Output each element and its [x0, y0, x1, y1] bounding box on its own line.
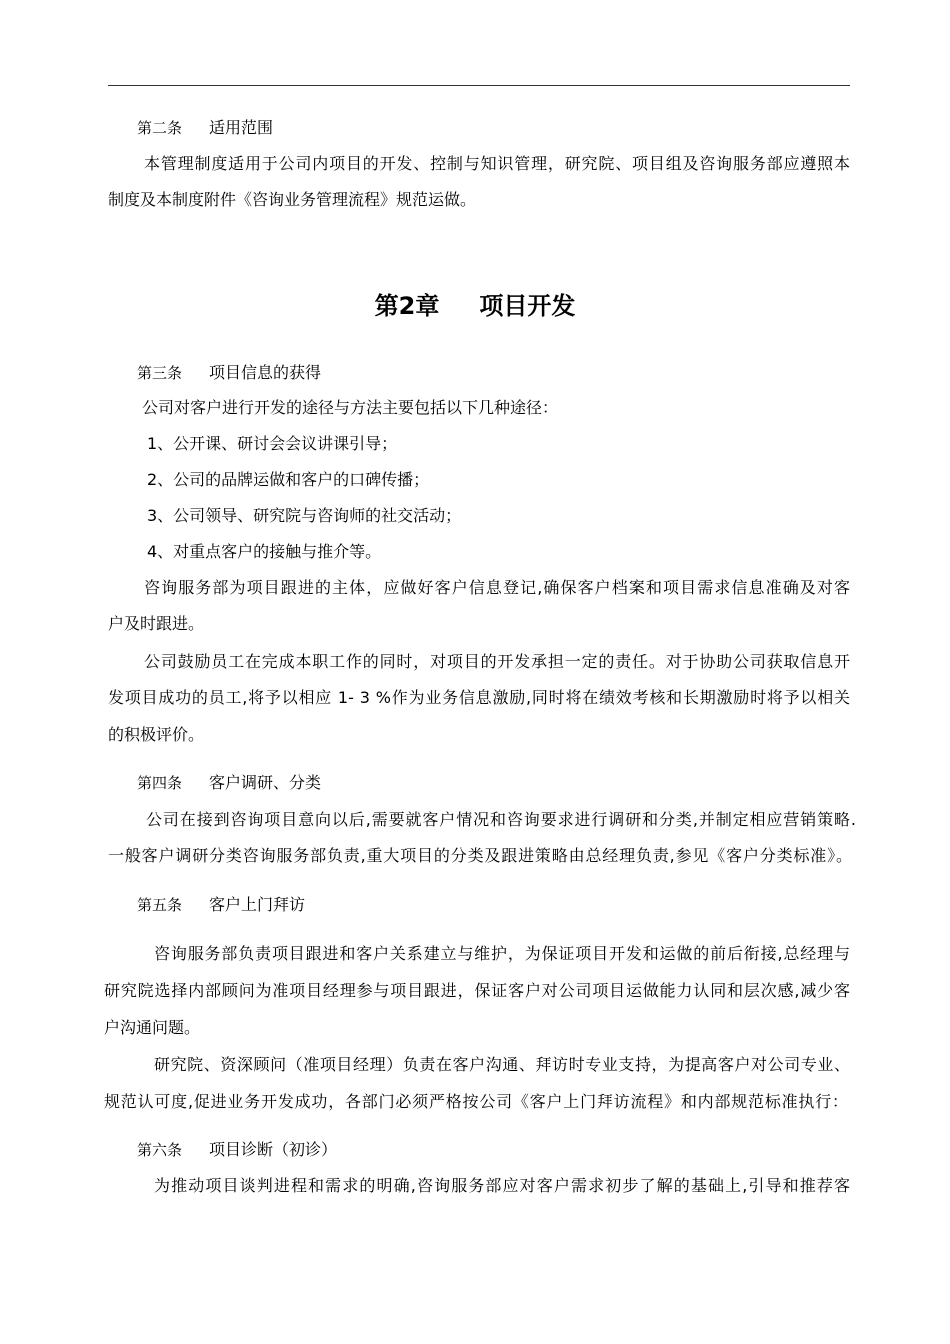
header-rule — [108, 85, 850, 86]
article-title: 客户调研、分类 — [209, 773, 322, 792]
article-number: 第五条 — [137, 896, 183, 914]
paragraph-line: 咨询服务部负责项目跟进和客户关系建立与维护，为保证项目开发和运做的前后衔接,总经理与 — [154, 944, 850, 963]
chapter-heading — [0, 290, 950, 322]
paragraph-line: 户沟通问题。 — [104, 1018, 201, 1037]
article-number: 第三条 — [137, 364, 183, 382]
article-5-heading — [137, 895, 305, 915]
paragraph-line: 的积极评价。 — [108, 725, 205, 744]
list-item: 2、公司的品牌运做和客户的口碑传播； — [147, 470, 430, 489]
paragraph-line: 为推动项目谈判进程和需求的明确,咨询服务部应对客户需求初步了解的基础上,引导和推荐客 — [154, 1176, 850, 1195]
paragraph-line: 制度及本制度附件《咨询业务管理流程》规范运做。 — [108, 190, 477, 209]
paragraph-line: 本管理制度适用于公司内项目的开发、控制与知识管理，研究院、项目组及咨询服务部应遵照本 — [144, 154, 850, 173]
article-title: 项目诊断（初诊） — [209, 1140, 338, 1159]
article-6-heading — [137, 1140, 337, 1160]
paragraph-line: 规范认可度,促进业务开发成功，各部门必须严格按公司《客户上门拜访流程》和内部规范标准执行： — [104, 1092, 848, 1111]
article-title: 客户上门拜访 — [209, 895, 306, 914]
list-item: 1、公开课、研讨会会议讲课引导； — [147, 434, 398, 453]
article-3-heading — [137, 363, 321, 383]
paragraph-line: 咨询服务部为项目跟进的主体，应做好客户信息登记,确保客户档案和项目需求信息准确及对客 — [144, 578, 850, 597]
paragraph-line: 公司对客户进行开发的途径与方法主要包括以下几种途径： — [142, 398, 559, 417]
chapter-number: 第2章 — [374, 292, 440, 320]
article-2-heading — [137, 118, 273, 138]
paragraph-line: 公司鼓励员工在完成本职工作的同时，对项目的开发承担一定的责任。对于协助公司获取信息开 — [144, 652, 850, 671]
list-item: 3、公司领导、研究院与咨询师的社交活动； — [147, 506, 462, 525]
paragraph-line: 发项目成功的员工,将予以相应 1- 3 %作为业务信息激励,同时将在绩效考核和长期激励时将予以相关 — [108, 688, 850, 707]
paragraph-line: 一般客户调研分类咨询服务部负责,重大项目的分类及跟进策略由总经理负责,参见《客户分类标准》。 — [108, 846, 852, 865]
article-title: 项目信息的获得 — [209, 363, 322, 382]
article-4-heading — [137, 773, 321, 793]
paragraph-line: 研究院选择内部顾问为准项目经理参与项目跟进，保证客户对公司项目运做能力认同和层次感,减少客 — [104, 981, 850, 1000]
paragraph-line: 研究院、资深顾问（准项目经理）负责在客户沟通、拜访时专业支持，为提高客户对公司专业、 — [154, 1055, 850, 1074]
chapter-title: 项目开发 — [479, 292, 576, 320]
article-title: 适用范围 — [209, 118, 274, 137]
article-number: 第二条 — [137, 119, 183, 137]
list-item: 4、对重点客户的接触与推介等。 — [147, 542, 382, 561]
paragraph-line: 公司在接到咨询项目意向以后,需要就客户情况和咨询要求进行调研和分类,并制定相应营销策略. — [146, 810, 856, 829]
article-number: 第六条 — [137, 1141, 183, 1159]
article-number: 第四条 — [137, 774, 183, 792]
paragraph-line: 户及时跟进。 — [108, 614, 205, 633]
